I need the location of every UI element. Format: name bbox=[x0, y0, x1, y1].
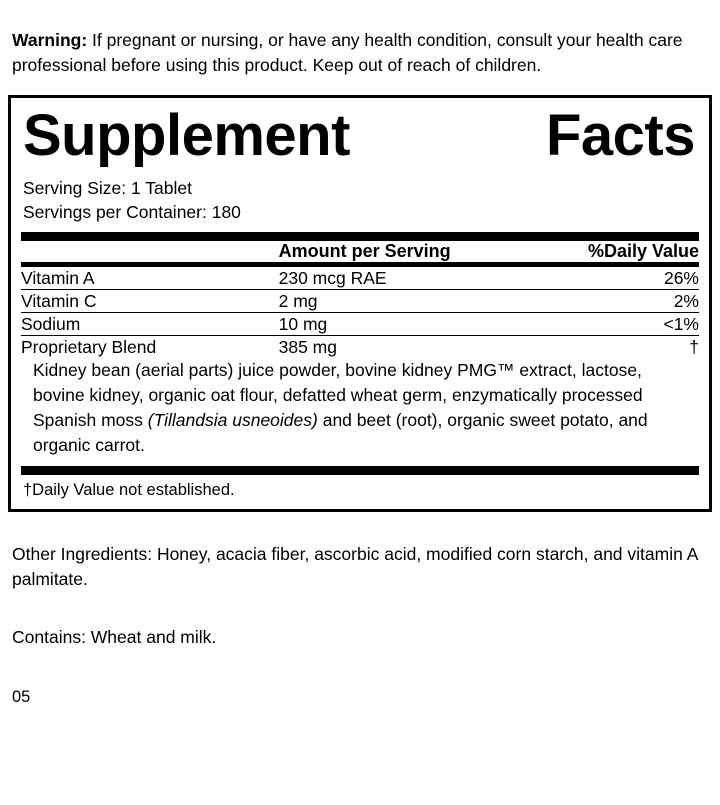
nutrient-amount: 230 mcg RAE bbox=[278, 268, 387, 288]
table-row bbox=[21, 313, 699, 335]
revision-code: 05 bbox=[12, 687, 31, 706]
nutrient-amount: 10 mg bbox=[278, 314, 328, 334]
table-row bbox=[21, 290, 699, 312]
title-word-facts: Facts bbox=[545, 103, 695, 168]
blend-amount: 385 mg bbox=[278, 337, 337, 357]
header-amount-per-serving: Amount per Serving bbox=[278, 241, 451, 261]
nutrients-table-3 bbox=[21, 313, 699, 335]
nutrients-table-2 bbox=[21, 290, 699, 312]
blend-ingredients-part1: Kidney bean (aerial parts) juice powder, bovine kidney PMG™ extract, lactose, bovine kidney, organic oat flour, defatted wheat germ, enzymatically processed Spanish moss bbox=[33, 360, 643, 430]
nutrient-daily-value: 26% bbox=[663, 268, 699, 288]
nutrient-daily-value: 2% bbox=[673, 291, 699, 311]
nutrient-name: Vitamin A bbox=[21, 268, 95, 288]
warning-label: Warning: bbox=[12, 29, 88, 50]
supplement-facts-panel bbox=[8, 95, 712, 512]
servings-per-container: Servings per Container: 180 bbox=[23, 202, 241, 222]
rule-thick-bottom bbox=[21, 466, 699, 475]
label-page bbox=[0, 18, 720, 805]
proprietary-blend-table bbox=[21, 336, 699, 358]
nutrient-name: Sodium bbox=[21, 314, 81, 334]
blend-ingredients-latin: (Tillandsia usneoides) bbox=[147, 410, 318, 430]
header-daily-value: %Daily Value bbox=[587, 241, 699, 261]
nutrient-name: Vitamin C bbox=[21, 291, 97, 311]
table-row bbox=[21, 267, 699, 289]
contains-statement: Contains: Wheat and milk. bbox=[12, 627, 217, 647]
facts-header-table bbox=[21, 241, 699, 262]
blend-daily-value: † bbox=[689, 337, 699, 357]
nutrient-daily-value: <1% bbox=[663, 314, 699, 334]
table-row bbox=[21, 336, 699, 358]
daily-value-footnote: †Daily Value not established. bbox=[23, 481, 235, 499]
blend-ingredients bbox=[21, 358, 699, 464]
serving-size: Serving Size: 1 Tablet bbox=[23, 178, 192, 198]
warning-paragraph bbox=[8, 18, 712, 78]
nutrients-table bbox=[21, 267, 699, 289]
title-word-supplement: Supplement bbox=[23, 103, 350, 168]
header-name bbox=[21, 241, 279, 262]
warning-text: If pregnant or nursing, or have any health condition, consult your health care professional before using this product. Keep out of reach of children. bbox=[12, 29, 683, 75]
nutrient-amount: 2 mg bbox=[278, 291, 318, 311]
blend-ingredients-part2: and beet (root), organic sweet potato, and organic carrot. bbox=[33, 410, 648, 455]
other-ingredients: Other Ingredients: Honey, acacia fiber, ascorbic acid, modified corn starch, and vitamin A palmitate. bbox=[12, 543, 698, 589]
blend-name: Proprietary Blend bbox=[21, 337, 157, 357]
facts-header-row bbox=[21, 241, 699, 262]
rule-thick-top bbox=[21, 232, 699, 241]
supplement-facts-title bbox=[21, 102, 699, 168]
serving-info bbox=[21, 168, 699, 230]
